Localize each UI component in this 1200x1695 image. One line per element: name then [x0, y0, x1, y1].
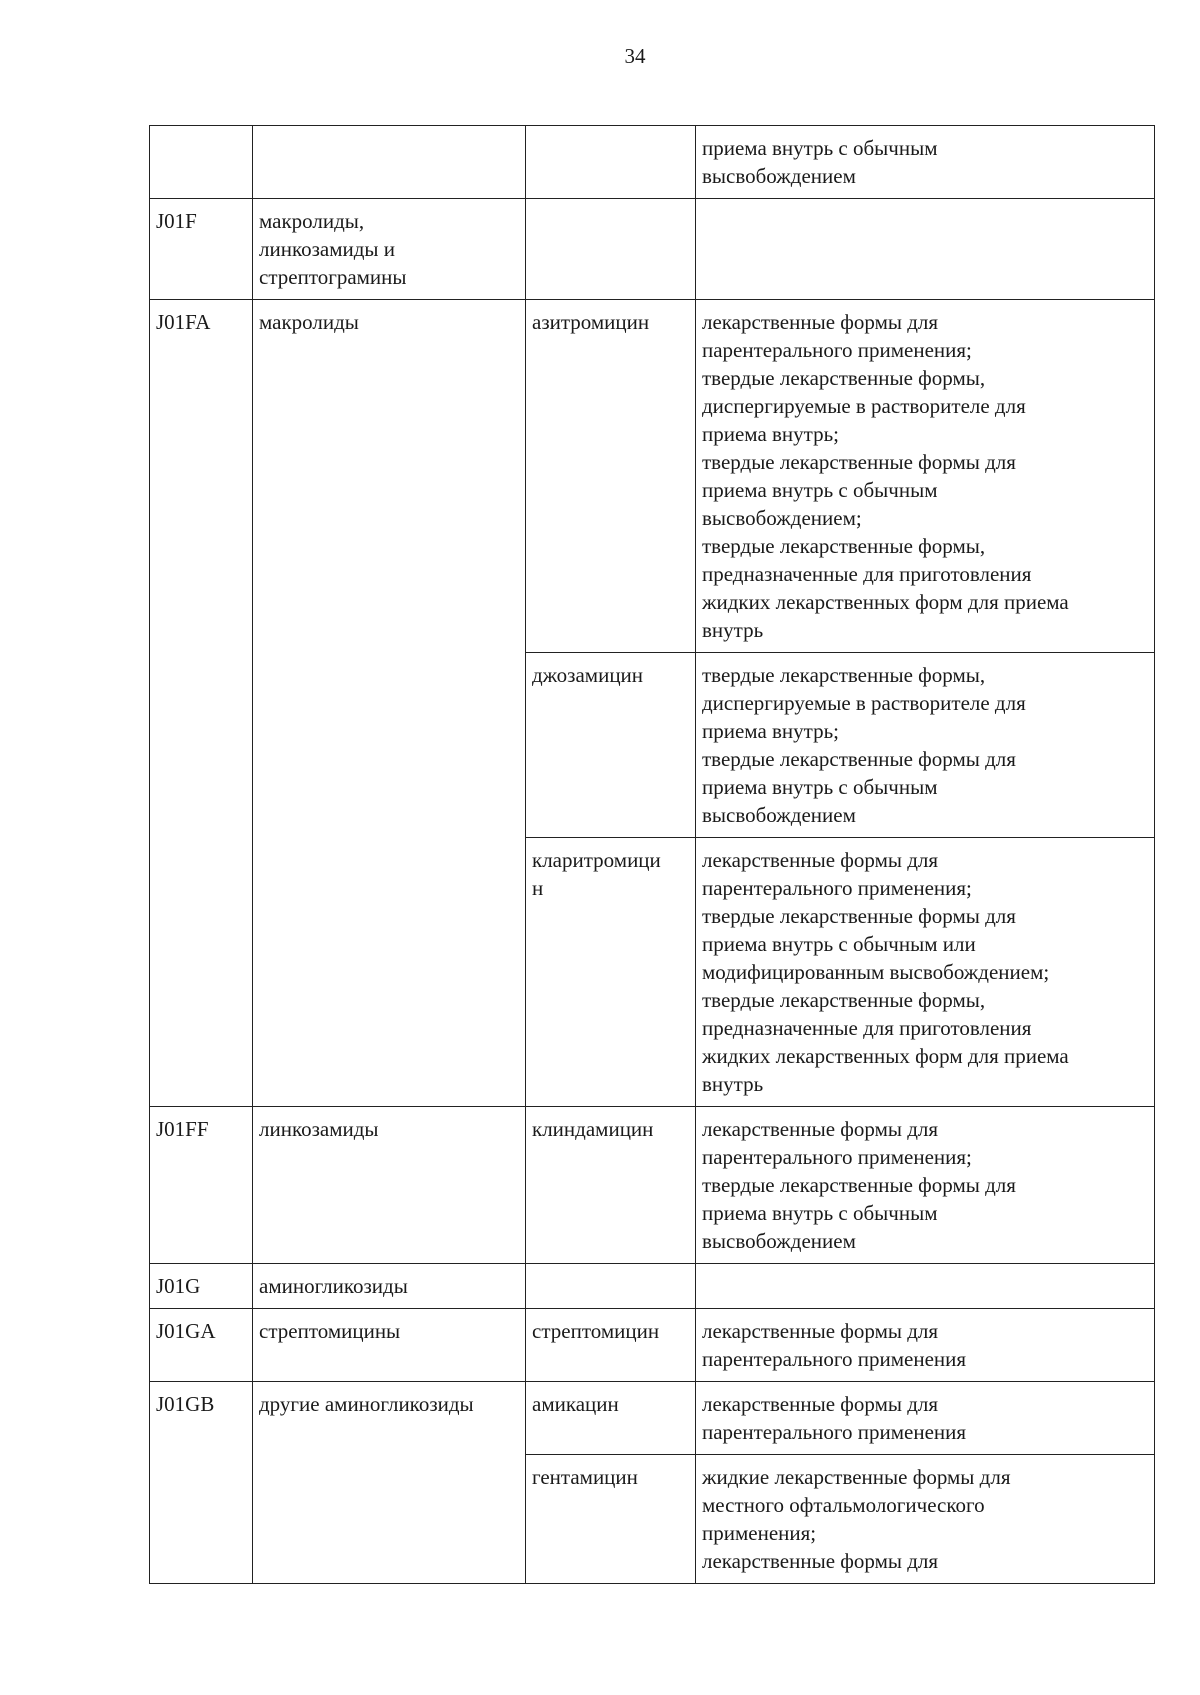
group-cell: макролиды, линкозамиды и стрептограмины [253, 199, 526, 300]
drug-cell: стрептомицин [526, 1309, 696, 1382]
drug-cell [526, 1264, 696, 1309]
forms-cell: жидкие лекарственные формы для местного офтальмологического применения; лекарственные формы для [696, 1455, 1155, 1584]
atc-code-cell: J01G [150, 1264, 253, 1309]
table-row [150, 199, 1155, 300]
group-cell: макролиды [253, 300, 526, 1107]
page-number: 34 [624, 44, 646, 68]
table-row [150, 1309, 1155, 1382]
group-cell: аминогликозиды [253, 1264, 526, 1309]
drug-cell: джозамицин [526, 653, 696, 838]
atc-code-cell: J01FA [150, 300, 253, 1107]
table-row [150, 1107, 1155, 1264]
forms-cell: приема внутрь с обычным высвобождением [696, 126, 1155, 199]
atc-code-cell [150, 126, 253, 199]
forms-cell: твердые лекарственные формы, диспергируемые в растворителе для приема внутрь; твердые лекарственные формы для приема внутрь с обычным высвобождением [696, 653, 1155, 838]
table-row [150, 1382, 1155, 1455]
forms-cell: лекарственные формы для парентерального применения [696, 1382, 1155, 1455]
drug-cell: амикацин [526, 1382, 696, 1455]
table-row [150, 300, 1155, 653]
atc-code-cell: J01GA [150, 1309, 253, 1382]
forms-cell [696, 1264, 1155, 1309]
drug-cell: кларитромици н [526, 838, 696, 1107]
drug-cell [526, 126, 696, 199]
drug-cell: азитромицин [526, 300, 696, 653]
table-row [150, 126, 1155, 199]
table-row [150, 1264, 1155, 1309]
drug-cell: гентамицин [526, 1455, 696, 1584]
forms-cell: лекарственные формы для парентерального применения; твердые лекарственные формы для приема внутрь с обычным высвобождением [696, 1107, 1155, 1264]
group-cell: линкозамиды [253, 1107, 526, 1264]
atc-code-cell: J01FF [150, 1107, 253, 1264]
forms-cell: лекарственные формы для парентерального применения [696, 1309, 1155, 1382]
group-cell: стрептомицины [253, 1309, 526, 1382]
atc-code-cell: J01GB [150, 1382, 253, 1584]
atc-code-cell: J01F [150, 199, 253, 300]
drug-cell: клиндамицин [526, 1107, 696, 1264]
drug-cell [526, 199, 696, 300]
forms-cell: лекарственные формы для парентерального применения; твердые лекарственные формы для приема внутрь с обычным или модифицированным высвобождением; твердые лекарственные формы, предназначенные для приготовления жидких лекарственных форм для приема внутрь [696, 838, 1155, 1107]
drug-table [149, 125, 1155, 1584]
group-cell [253, 126, 526, 199]
forms-cell: лекарственные формы для парентерального применения; твердые лекарственные формы, диспергируемые в растворителе для приема внутрь; твердые лекарственные формы для приема внутрь с обычным высвобождением; твердые лекарственные формы, предназначенные для приготовления жидких лекарственных форм для приема внутрь [696, 300, 1155, 653]
group-cell: другие аминогликозиды [253, 1382, 526, 1584]
forms-cell [696, 199, 1155, 300]
